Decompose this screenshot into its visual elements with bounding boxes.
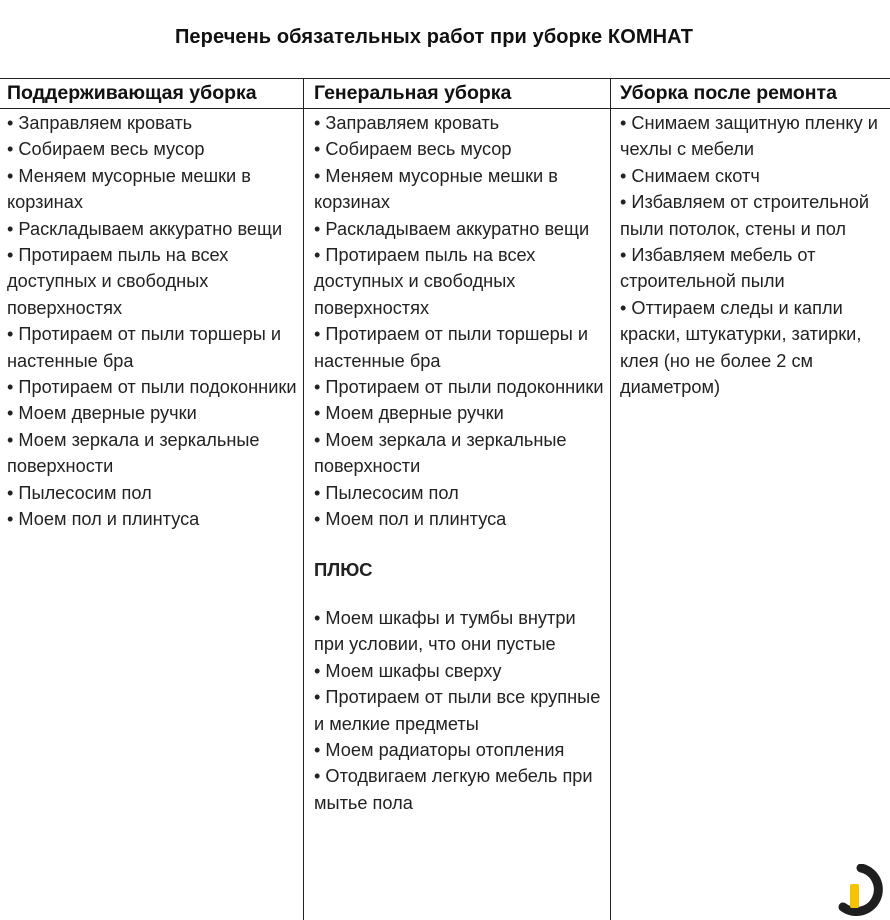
brand-logo-icon — [836, 864, 886, 916]
list-item: • Избавляем мебель от строительной пыли — [620, 242, 886, 295]
list-item: • Моем дверные ручки — [7, 400, 297, 426]
table-top-border — [0, 78, 890, 79]
column-post-renovation — [620, 110, 886, 400]
column-header-post-renovation: Уборка после ремонта — [620, 82, 837, 104]
task-list — [7, 110, 297, 533]
list-item: • Моем пол и плинтуса — [7, 506, 297, 532]
task-list — [620, 110, 886, 400]
list-item: • Собираем весь мусор — [314, 136, 606, 162]
column-divider — [610, 78, 611, 920]
list-item: • Избавляем от строительной пыли потолок, стены и пол — [620, 189, 886, 242]
plus-heading: ПЛЮС — [314, 558, 373, 580]
list-item: • Раскладываем аккуратно вещи — [7, 216, 297, 242]
list-item: • Оттираем следы и капли краски, штукатурки, затирки, клея (но не более 2 см диаметром) — [620, 295, 886, 401]
column-header-maintenance: Поддерживающая уборка — [7, 82, 257, 104]
list-item: • Моем радиаторы отопления — [314, 737, 606, 763]
column-divider — [303, 78, 304, 920]
list-item: • Заправляем кровать — [7, 110, 297, 136]
list-item: • Моем зеркала и зеркальные поверхности — [7, 427, 297, 480]
list-item: • Протираем от пыли торшеры и настенные бра — [7, 321, 297, 374]
list-item: • Пылесосим пол — [7, 480, 297, 506]
list-item: • Меняем мусорные мешки в корзинах — [314, 163, 606, 216]
list-item: • Протираем пыль на всех доступных и свободных поверхностях — [7, 242, 297, 321]
list-item: • Пылесосим пол — [314, 480, 606, 506]
task-list — [314, 110, 606, 533]
list-item: • Моем шкафы и тумбы внутри при условии, что они пустые — [314, 605, 606, 658]
list-item: • Моем шкафы сверху — [314, 658, 606, 684]
list-item: • Отодвигаем легкую мебель при мытье пола — [314, 763, 606, 816]
list-item: • Протираем от пыли все крупные и мелкие предметы — [314, 684, 606, 737]
column-header-general: Генеральная уборка — [314, 82, 512, 104]
plus-task-list — [314, 605, 606, 816]
list-item: • Протираем от пыли торшеры и настенные бра — [314, 321, 606, 374]
list-item: • Протираем от пыли подоконники — [314, 374, 606, 400]
column-general — [314, 110, 606, 816]
table-header-border — [0, 108, 890, 109]
column-maintenance — [7, 110, 297, 533]
list-item: • Меняем мусорные мешки в корзинах — [7, 163, 297, 216]
list-item: • Моем пол и плинтуса — [314, 506, 606, 532]
page-title: Перечень обязательных работ при уборке КОМНАТ — [174, 26, 694, 48]
list-item: • Раскладываем аккуратно вещи — [314, 216, 606, 242]
list-item: • Снимаем защитную пленку и чехлы с мебели — [620, 110, 886, 163]
list-item: • Протираем пыль на всех доступных и свободных поверхностях — [314, 242, 606, 321]
list-item: • Моем зеркала и зеркальные поверхности — [314, 427, 606, 480]
list-item: • Заправляем кровать — [314, 110, 606, 136]
list-item: • Снимаем скотч — [620, 163, 886, 189]
list-item: • Протираем от пыли подоконники — [7, 374, 297, 400]
list-item: • Моем дверные ручки — [314, 400, 606, 426]
list-item: • Собираем весь мусор — [7, 136, 297, 162]
